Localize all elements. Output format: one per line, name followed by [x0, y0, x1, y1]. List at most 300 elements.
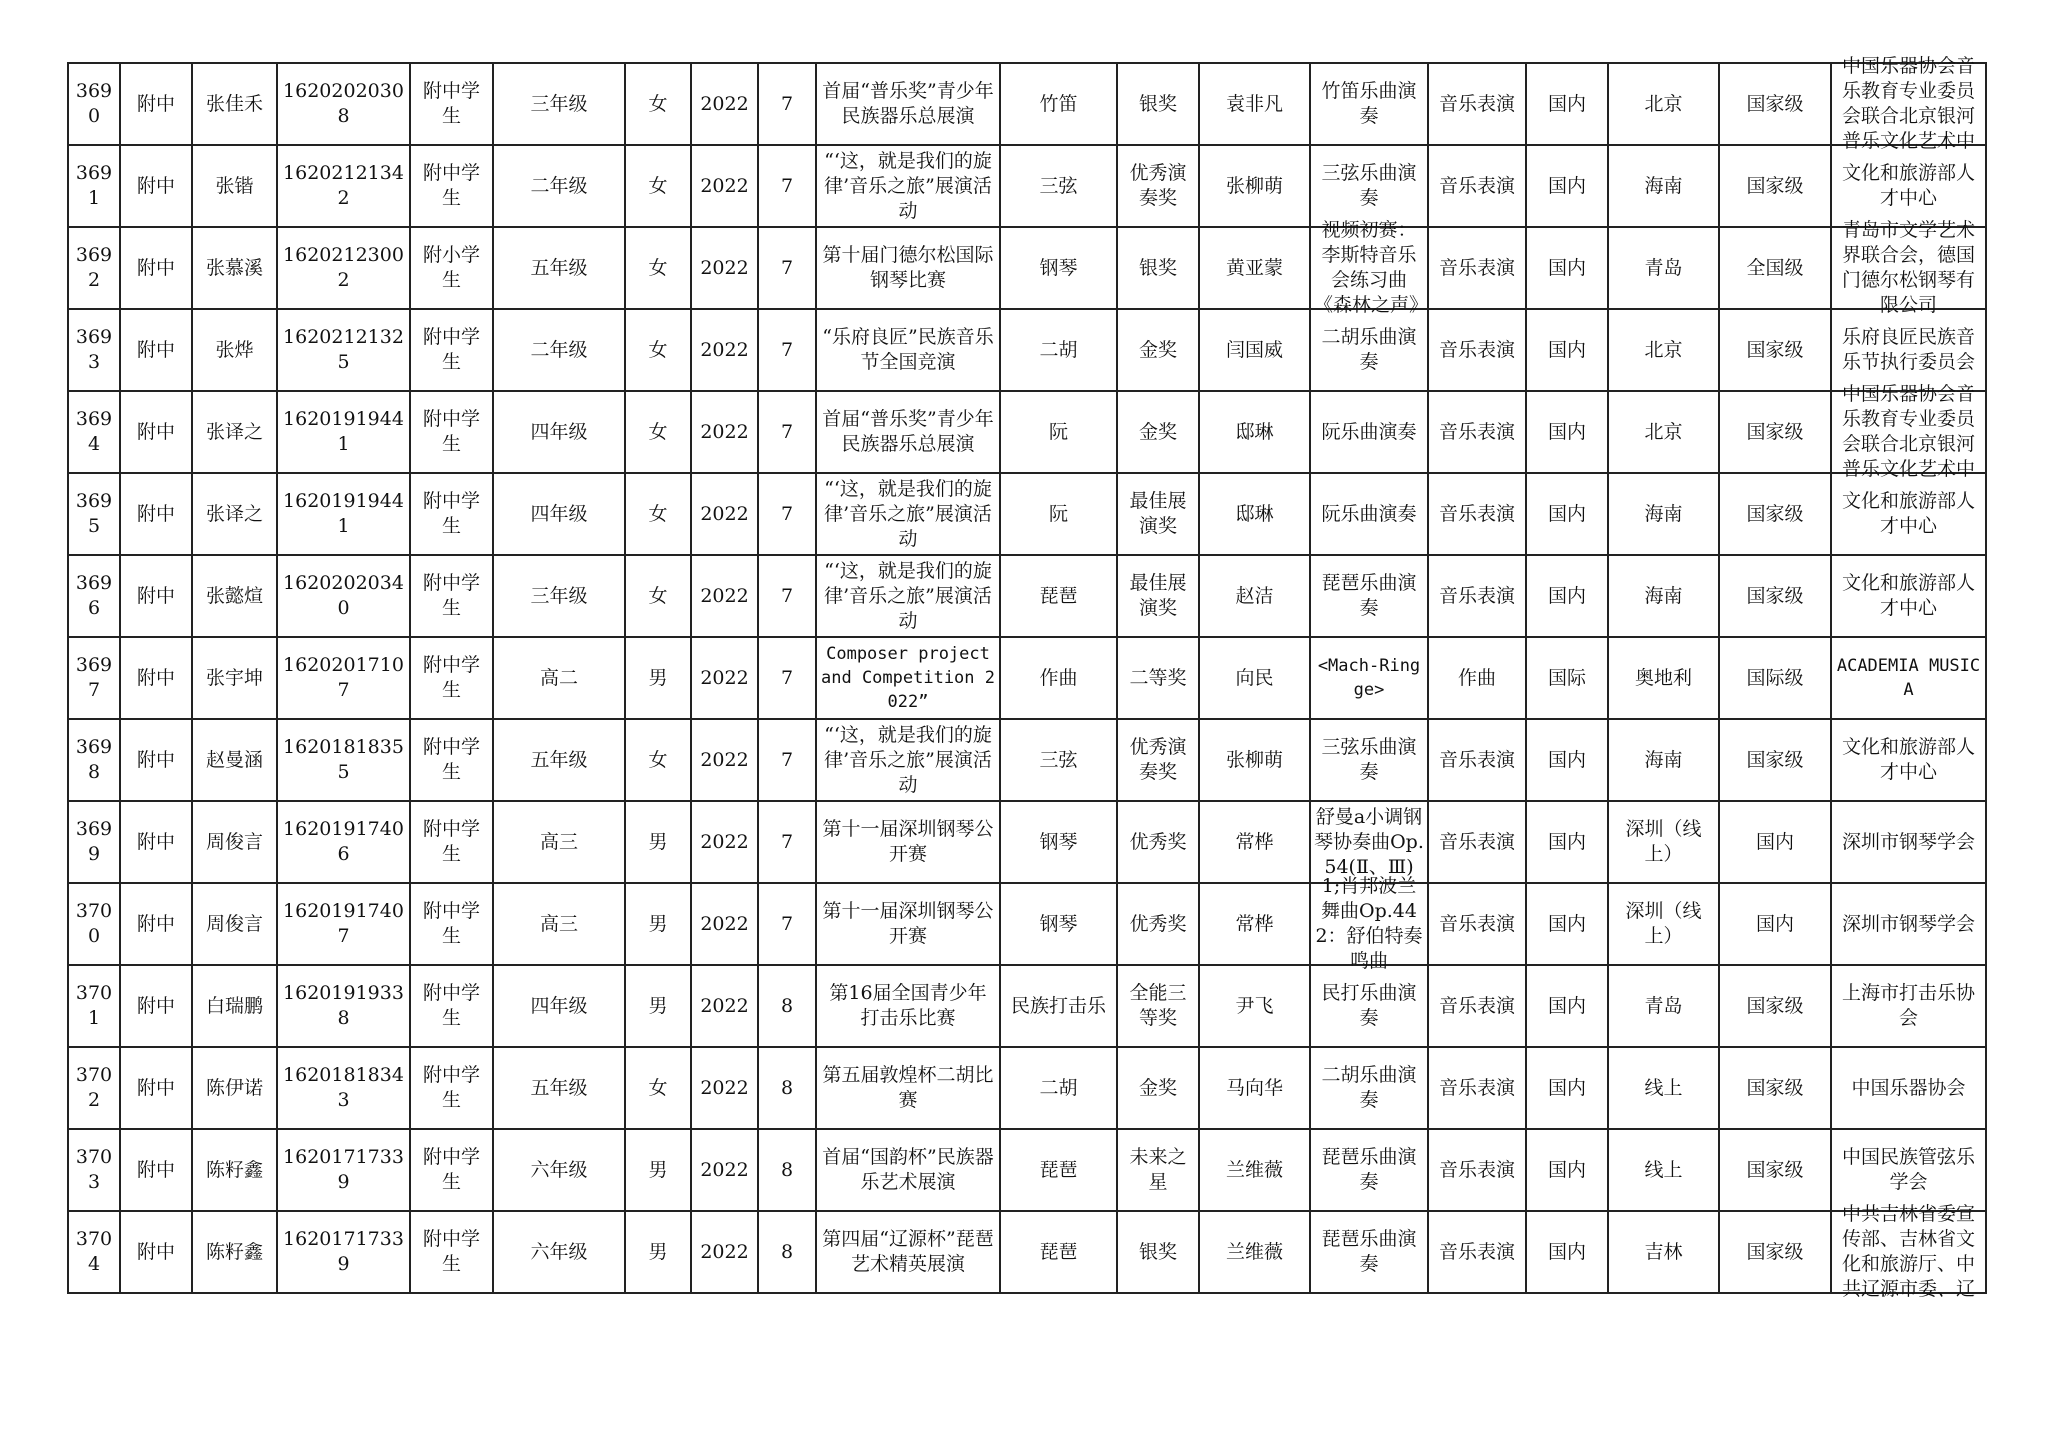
school-cell — [120, 227, 192, 309]
region-type-text: 国内 — [1547, 256, 1586, 279]
level-text: 国内 — [1755, 912, 1794, 935]
table-row — [68, 473, 1986, 555]
competition-name-text: 第十届门德尔松国际钢琴比赛 — [822, 244, 994, 291]
student-type-cell — [410, 227, 493, 309]
region-type-text: 国内 — [1547, 1240, 1586, 1263]
region-type-text: 国内 — [1547, 174, 1586, 197]
piece-text: 视频初赛：李斯特音乐会练习曲《森林之声》 — [1314, 219, 1429, 316]
piece-cell — [1310, 145, 1428, 227]
student-name-cell — [192, 145, 277, 227]
grade-text: 五年级 — [530, 748, 588, 771]
piece-cell — [1310, 1211, 1428, 1293]
category-cell — [1428, 965, 1526, 1047]
student-id-cell — [277, 965, 410, 1047]
month-text: 7 — [780, 666, 794, 689]
competition-name-cell — [816, 391, 1000, 473]
student-type-cell — [410, 63, 493, 145]
instrument-text: 二胡 — [1039, 1076, 1078, 1099]
instructor-cell — [1199, 1129, 1310, 1211]
instructor-cell — [1199, 801, 1310, 883]
school-cell — [120, 801, 192, 883]
grade-text: 四年级 — [530, 420, 588, 443]
organizer-text: 上海市打击乐协会 — [1841, 982, 1975, 1029]
school-cell — [120, 555, 192, 637]
gender-text: 女 — [648, 256, 668, 279]
grade-cell — [493, 555, 625, 637]
school-text: 附中 — [136, 1158, 175, 1181]
year-cell — [691, 637, 758, 719]
school-cell — [120, 719, 192, 801]
table-row — [68, 637, 1986, 719]
student-name-text: 张宇坤 — [205, 666, 263, 689]
instructor-text: 闫国威 — [1225, 338, 1283, 361]
school-cell — [120, 63, 192, 145]
competition-name-text: “‘这，就是我们的旋律’音乐之旅”展演活动 — [824, 477, 992, 550]
instrument-text: 三弦 — [1039, 174, 1078, 197]
student-id-cell — [277, 1047, 410, 1129]
record-no-cell — [68, 227, 120, 309]
award-cell — [1117, 637, 1199, 719]
record-no-cell — [68, 473, 120, 555]
organizer-text: 中共吉林省委宣传部、吉林省文化和旅游厅、中共辽源市委、辽 — [1841, 1203, 1975, 1300]
piece-text: 舒曼a小调钢琴协奏曲Op.54(Ⅱ、Ⅲ) — [1314, 805, 1424, 878]
student-id-cell — [277, 719, 410, 801]
region-type-cell — [1526, 473, 1608, 555]
record-no-cell — [68, 145, 120, 227]
year-cell — [691, 801, 758, 883]
level-cell — [1719, 637, 1831, 719]
student-name-text: 周俊言 — [205, 830, 263, 853]
student-id-cell — [277, 473, 410, 555]
instructor-cell — [1199, 145, 1310, 227]
instrument-text: 琵琶 — [1039, 584, 1078, 607]
award-cell — [1117, 719, 1199, 801]
region-type-cell — [1526, 719, 1608, 801]
student-name-cell — [192, 637, 277, 719]
student-name-cell — [192, 719, 277, 801]
record-no-cell — [68, 1047, 120, 1129]
school-text: 附中 — [136, 420, 175, 443]
student-name-cell — [192, 473, 277, 555]
grade-cell — [493, 309, 625, 391]
gender-text: 男 — [648, 1240, 668, 1263]
record-no-text: 3704 — [75, 1228, 113, 1275]
competition-name-cell — [816, 1211, 1000, 1293]
category-cell — [1428, 145, 1526, 227]
region-type-text: 国内 — [1547, 584, 1586, 607]
gender-text: 男 — [648, 666, 668, 689]
competition-name-text: “‘这，就是我们的旋律’音乐之旅”展演活动 — [824, 559, 992, 632]
award-text: 优秀演奏奖 — [1129, 162, 1187, 209]
category-cell — [1428, 473, 1526, 555]
award-text: 银奖 — [1138, 92, 1177, 115]
record-no-cell — [68, 801, 120, 883]
month-cell — [758, 719, 816, 801]
level-text: 全国级 — [1746, 256, 1804, 279]
school-cell — [120, 883, 192, 965]
gender-cell — [625, 1211, 691, 1293]
grade-text: 三年级 — [530, 584, 588, 607]
organizer-text: 中国民族管弦乐学会 — [1841, 1146, 1975, 1193]
piece-cell — [1310, 63, 1428, 145]
table-row — [68, 883, 1986, 965]
level-text: 国家级 — [1746, 1076, 1804, 1099]
student-id-text: 16201818343 — [283, 1064, 404, 1111]
level-text: 国家级 — [1746, 994, 1804, 1017]
year-cell — [691, 63, 758, 145]
gender-text: 女 — [648, 502, 668, 525]
level-cell — [1719, 883, 1831, 965]
category-cell — [1428, 309, 1526, 391]
year-text: 2022 — [700, 1076, 749, 1099]
competition-name-cell — [816, 637, 1000, 719]
school-cell — [120, 1129, 192, 1211]
instrument-cell — [1000, 1211, 1117, 1293]
school-text: 附中 — [136, 174, 175, 197]
student-id-text: 16202123002 — [283, 244, 404, 291]
year-cell — [691, 309, 758, 391]
student-type-cell — [410, 145, 493, 227]
organizer-cell — [1831, 719, 1986, 801]
piece-text: <Mach-Ringge> — [1317, 656, 1421, 700]
category-cell — [1428, 883, 1526, 965]
location-text: 奥地利 — [1634, 666, 1692, 689]
month-cell — [758, 637, 816, 719]
competition-name-text: 第十一届深圳钢琴公开赛 — [822, 900, 994, 947]
month-text: 7 — [780, 748, 794, 771]
location-cell — [1608, 555, 1719, 637]
instructor-text: 黄亚蒙 — [1225, 256, 1283, 279]
student-name-text: 张锴 — [215, 174, 254, 197]
instrument-cell — [1000, 965, 1117, 1047]
region-type-cell — [1526, 145, 1608, 227]
region-type-cell — [1526, 1047, 1608, 1129]
grade-text: 四年级 — [530, 502, 588, 525]
student-id-cell — [277, 63, 410, 145]
location-cell — [1608, 883, 1719, 965]
student-name-cell — [192, 1211, 277, 1293]
award-cell — [1117, 555, 1199, 637]
organizer-cell — [1831, 383, 1986, 480]
instructor-text: 兰维薇 — [1225, 1158, 1283, 1181]
region-type-text: 国内 — [1547, 1076, 1586, 1099]
instructor-cell — [1199, 473, 1310, 555]
competition-name-cell — [816, 227, 1000, 309]
competition-name-cell — [816, 473, 1000, 555]
piece-cell — [1310, 473, 1428, 555]
category-text: 音乐表演 — [1438, 502, 1515, 525]
location-text: 深圳（线上） — [1625, 818, 1702, 865]
organizer-cell — [1831, 1047, 1986, 1129]
category-text: 音乐表演 — [1438, 584, 1515, 607]
piece-text: 琵琶乐曲演奏 — [1321, 1228, 1417, 1275]
location-text: 海南 — [1644, 584, 1683, 607]
level-text: 国家级 — [1746, 502, 1804, 525]
month-cell — [758, 227, 816, 309]
level-cell — [1719, 1129, 1831, 1211]
category-text: 音乐表演 — [1438, 748, 1515, 771]
instructor-text: 邸琳 — [1235, 420, 1274, 443]
instrument-text: 琵琶 — [1039, 1158, 1078, 1181]
award-text: 最佳展演奖 — [1129, 572, 1187, 619]
region-type-cell — [1526, 637, 1608, 719]
category-text: 音乐表演 — [1438, 1076, 1515, 1099]
competition-name-cell — [816, 555, 1000, 637]
student-id-cell — [277, 1211, 410, 1293]
student-name-cell — [192, 555, 277, 637]
level-cell — [1719, 145, 1831, 227]
record-no-cell — [68, 1129, 120, 1211]
organizer-cell — [1831, 1203, 1986, 1300]
award-text: 最佳展演奖 — [1129, 490, 1187, 537]
piece-cell — [1310, 555, 1428, 637]
student-id-text: 16201818355 — [283, 736, 404, 783]
award-text: 银奖 — [1138, 1240, 1177, 1263]
student-type-text: 附中学生 — [422, 572, 480, 619]
year-text: 2022 — [700, 748, 749, 771]
school-cell — [120, 965, 192, 1047]
location-cell — [1608, 473, 1719, 555]
award-text: 未来之星 — [1129, 1146, 1187, 1193]
region-type-cell — [1526, 555, 1608, 637]
student-name-cell — [192, 391, 277, 473]
record-no-text: 3702 — [75, 1064, 113, 1111]
award-cell — [1117, 63, 1199, 145]
organizer-text: 中国乐器协会 — [1851, 1076, 1966, 1099]
award-text: 优秀奖 — [1129, 830, 1187, 853]
year-text: 2022 — [700, 994, 749, 1017]
location-text: 海南 — [1644, 174, 1683, 197]
organizer-cell — [1831, 965, 1986, 1047]
school-text: 附中 — [136, 666, 175, 689]
student-id-text: 16202017107 — [283, 654, 404, 701]
year-text: 2022 — [700, 174, 749, 197]
student-name-cell — [192, 1047, 277, 1129]
category-cell — [1428, 63, 1526, 145]
competition-name-text: 第十一届深圳钢琴公开赛 — [822, 818, 994, 865]
region-type-text: 国内 — [1547, 912, 1586, 935]
month-cell — [758, 801, 816, 883]
student-name-text: 陈籽鑫 — [205, 1240, 263, 1263]
student-id-cell — [277, 883, 410, 965]
student-name-text: 张译之 — [205, 502, 263, 525]
competition-name-text: 首届“普乐奖”青少年民族器乐总展演 — [822, 408, 994, 455]
student-type-text: 附中学生 — [422, 654, 480, 701]
table-row — [68, 391, 1986, 473]
year-text: 2022 — [700, 1240, 749, 1263]
category-text: 作曲 — [1457, 666, 1496, 689]
school-text: 附中 — [136, 502, 175, 525]
record-no-cell — [68, 965, 120, 1047]
level-text: 国家级 — [1746, 420, 1804, 443]
award-text: 金奖 — [1138, 420, 1177, 443]
student-id-text: 16201917407 — [283, 900, 404, 947]
record-no-text: 3692 — [75, 244, 113, 291]
month-cell — [758, 883, 816, 965]
year-cell — [691, 965, 758, 1047]
gender-text: 男 — [648, 912, 668, 935]
location-cell — [1608, 965, 1719, 1047]
award-text: 金奖 — [1138, 1076, 1177, 1099]
month-text: 7 — [780, 830, 794, 853]
location-text: 北京 — [1644, 420, 1683, 443]
grade-text: 六年级 — [530, 1158, 588, 1181]
organizer-text: 深圳市钢琴学会 — [1841, 912, 1975, 935]
region-type-cell — [1526, 965, 1608, 1047]
record-no-text: 3693 — [75, 326, 113, 373]
month-text: 7 — [780, 912, 794, 935]
instrument-cell — [1000, 719, 1117, 801]
year-text: 2022 — [700, 338, 749, 361]
award-text: 金奖 — [1138, 338, 1177, 361]
piece-cell — [1310, 1047, 1428, 1129]
competition-name-text: 第四届“辽源杯”琵琶艺术精英展演 — [822, 1228, 994, 1275]
student-id-text: 16201917406 — [283, 818, 404, 865]
piece-cell — [1310, 965, 1428, 1047]
instructor-text: 向民 — [1235, 666, 1274, 689]
table-row — [68, 1211, 1986, 1293]
gender-cell — [625, 965, 691, 1047]
instrument-text: 竹笛 — [1039, 92, 1078, 115]
gender-cell — [625, 637, 691, 719]
level-cell — [1719, 309, 1831, 391]
instructor-text: 兰维薇 — [1225, 1240, 1283, 1263]
instrument-cell — [1000, 801, 1117, 883]
student-name-text: 张佳禾 — [205, 92, 263, 115]
instructor-cell — [1199, 1047, 1310, 1129]
instrument-text: 钢琴 — [1039, 912, 1078, 935]
month-text: 8 — [780, 994, 794, 1017]
year-cell — [691, 473, 758, 555]
category-cell — [1428, 555, 1526, 637]
competition-name-cell — [816, 965, 1000, 1047]
piece-text: 二胡乐曲演奏 — [1321, 326, 1417, 373]
competition-name-text: “乐府良匠”民族音乐节全国竞演 — [822, 326, 994, 373]
piece-cell — [1310, 219, 1429, 316]
instrument-text: 阮 — [1048, 502, 1068, 525]
instrument-cell — [1000, 391, 1117, 473]
instrument-cell — [1000, 1047, 1117, 1129]
student-id-text: 16202121325 — [283, 326, 404, 373]
gender-text: 女 — [648, 1076, 668, 1099]
student-id-cell — [277, 555, 410, 637]
instrument-cell — [1000, 1129, 1117, 1211]
location-cell — [1608, 227, 1719, 309]
month-text: 7 — [780, 420, 794, 443]
gender-text: 女 — [648, 92, 668, 115]
record-no-cell — [68, 883, 120, 965]
piece-cell — [1310, 637, 1428, 719]
year-text: 2022 — [700, 502, 749, 525]
competition-name-cell — [816, 801, 1000, 883]
organizer-cell — [1831, 219, 1986, 316]
student-name-text: 张慕溪 — [205, 256, 263, 279]
grade-cell — [493, 1129, 625, 1211]
instructor-cell — [1199, 309, 1310, 391]
instructor-cell — [1199, 227, 1310, 309]
year-cell — [691, 1211, 758, 1293]
organizer-cell — [1831, 1129, 1986, 1211]
region-type-text: 国际 — [1547, 666, 1586, 689]
student-id-text: 16201919441 — [283, 408, 404, 455]
grade-cell — [493, 883, 625, 965]
region-type-cell — [1526, 63, 1608, 145]
student-name-cell — [192, 63, 277, 145]
year-text: 2022 — [700, 420, 749, 443]
level-text: 国家级 — [1746, 1158, 1804, 1181]
piece-text: 二胡乐曲演奏 — [1321, 1064, 1417, 1111]
location-cell — [1608, 719, 1719, 801]
grade-text: 高三 — [539, 830, 578, 853]
level-cell — [1719, 391, 1831, 473]
school-cell — [120, 1211, 192, 1293]
location-cell — [1608, 1047, 1719, 1129]
competition-name-cell — [816, 1129, 1000, 1211]
award-cell — [1117, 227, 1199, 309]
student-type-text: 附中学生 — [422, 490, 480, 537]
student-name-text: 陈伊诺 — [205, 1076, 263, 1099]
level-text: 国家级 — [1746, 1240, 1804, 1263]
piece-text: 民打乐曲演奏 — [1321, 982, 1417, 1029]
table-row — [68, 145, 1986, 227]
month-text: 7 — [780, 502, 794, 525]
location-cell — [1608, 391, 1719, 473]
record-no-text: 3703 — [75, 1146, 113, 1193]
category-text: 音乐表演 — [1438, 420, 1515, 443]
region-type-text: 国内 — [1547, 994, 1586, 1017]
school-cell — [120, 145, 192, 227]
student-name-text: 周俊言 — [205, 912, 263, 935]
student-name-cell — [192, 227, 277, 309]
award-cell — [1117, 473, 1199, 555]
record-no-cell — [68, 63, 120, 145]
gender-cell — [625, 1047, 691, 1129]
level-text: 国家级 — [1746, 584, 1804, 607]
instructor-cell — [1199, 883, 1310, 965]
instructor-cell — [1199, 719, 1310, 801]
record-no-cell — [68, 719, 120, 801]
student-type-text: 附小学生 — [422, 244, 480, 291]
piece-text: 阮乐曲演奏 — [1321, 420, 1417, 443]
piece-cell — [1310, 391, 1428, 473]
table-row — [68, 555, 1986, 637]
month-cell — [758, 309, 816, 391]
student-name-cell — [192, 965, 277, 1047]
record-no-text: 3700 — [75, 900, 113, 947]
year-text: 2022 — [700, 584, 749, 607]
school-text: 附中 — [136, 994, 175, 1017]
award-cell — [1117, 1129, 1199, 1211]
category-text: 音乐表演 — [1438, 1158, 1515, 1181]
year-text: 2022 — [700, 1158, 749, 1181]
category-cell — [1428, 1211, 1526, 1293]
award-text: 二等奖 — [1129, 666, 1187, 689]
instructor-text: 邸琳 — [1235, 502, 1274, 525]
student-name-text: 陈籽鑫 — [205, 1158, 263, 1181]
student-type-text: 附中学生 — [422, 326, 480, 373]
month-cell — [758, 391, 816, 473]
instructor-cell — [1199, 965, 1310, 1047]
competition-name-text: 第16届全国青少年打击乐比赛 — [829, 982, 987, 1029]
level-text: 国家级 — [1746, 92, 1804, 115]
school-text: 附中 — [136, 338, 175, 361]
category-cell — [1428, 391, 1526, 473]
instructor-text: 张柳萌 — [1225, 748, 1283, 771]
month-text: 7 — [780, 338, 794, 361]
region-type-cell — [1526, 227, 1608, 309]
student-id-cell — [277, 145, 410, 227]
gender-cell — [625, 1129, 691, 1211]
